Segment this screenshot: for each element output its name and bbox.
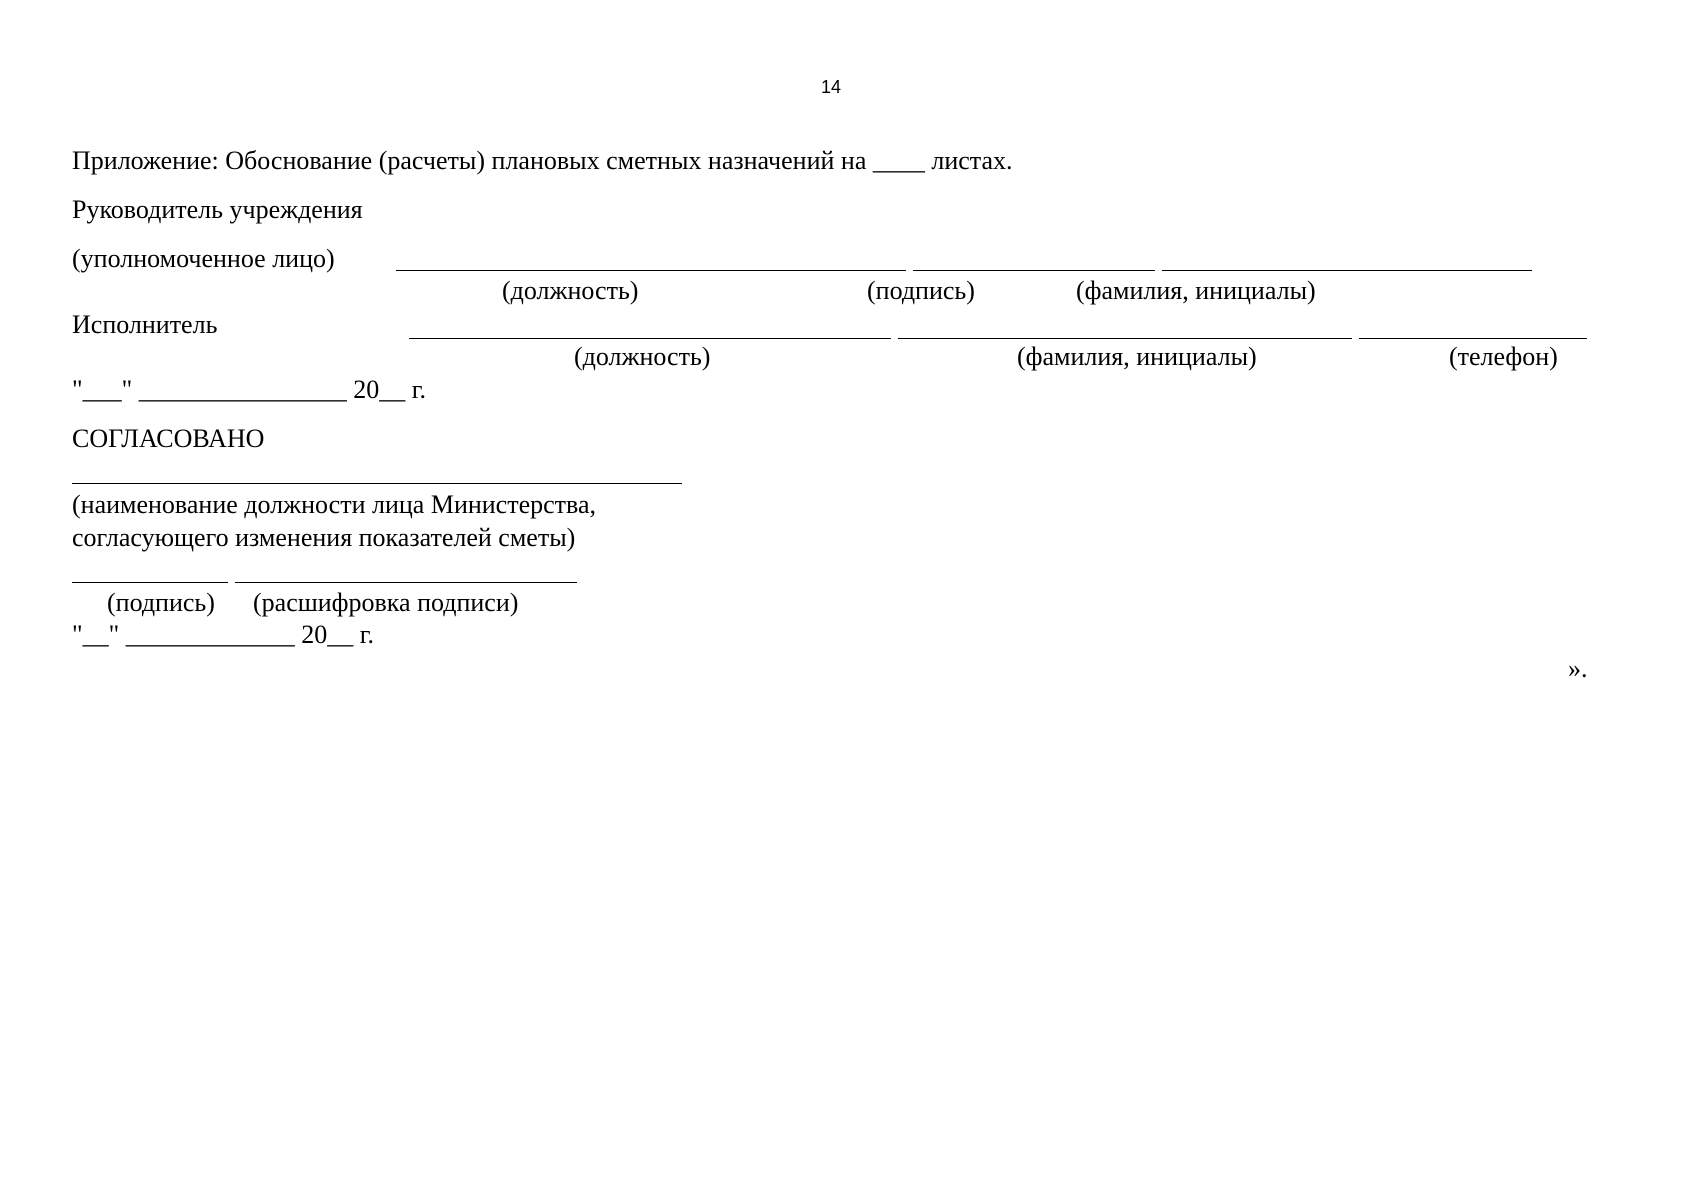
closing-quote: ».	[1568, 654, 1588, 683]
head-label-line1: Руководитель учреждения	[72, 195, 363, 224]
executor-name-line	[898, 338, 1352, 339]
approved-desc-line2: согласующего изменения показателей сметы)	[72, 523, 576, 552]
approved-date-line: "__" _____________ 20__ г.	[72, 620, 374, 649]
executor-caption-phone: (телефон)	[1449, 342, 1558, 371]
attachment-text-after: листах.	[924, 146, 1013, 175]
head-position-line	[396, 270, 906, 271]
attachment-line	[72, 148, 1013, 174]
attachment-text-before: Приложение: Обоснование (расчеты) плановых сметных назначений на	[72, 146, 873, 175]
head-signature-line	[913, 270, 1155, 271]
approved-signature-line	[72, 582, 228, 583]
head-caption-signature: (подпись)	[867, 276, 975, 305]
executor-label: Исполнитель	[72, 310, 218, 339]
attachment-sheets-blank: ____	[872, 146, 925, 175]
approved-title: СОГЛАСОВАНО	[72, 424, 265, 453]
approved-position-line	[72, 483, 682, 484]
approved-caption-signature: (подпись)	[107, 588, 215, 617]
head-label-line2: (уполномоченное лицо)	[72, 244, 335, 273]
head-caption-position: (должность)	[502, 276, 639, 305]
approved-caption-decoding: (расшифровка подписи)	[253, 588, 519, 617]
executor-phone-line	[1359, 338, 1587, 339]
executor-caption-name: (фамилия, инициалы)	[1017, 342, 1257, 371]
executor-date-line: "___" ________________ 20__ г.	[72, 375, 426, 404]
executor-caption-position: (должность)	[574, 342, 711, 371]
approved-decoding-line	[235, 582, 577, 583]
executor-position-line	[409, 338, 891, 339]
head-caption-name: (фамилия, инициалы)	[1076, 276, 1316, 305]
approved-desc-line1: (наименование должности лица Министерства,	[72, 490, 596, 519]
head-name-line	[1162, 270, 1532, 271]
page-number: 14	[821, 77, 842, 97]
